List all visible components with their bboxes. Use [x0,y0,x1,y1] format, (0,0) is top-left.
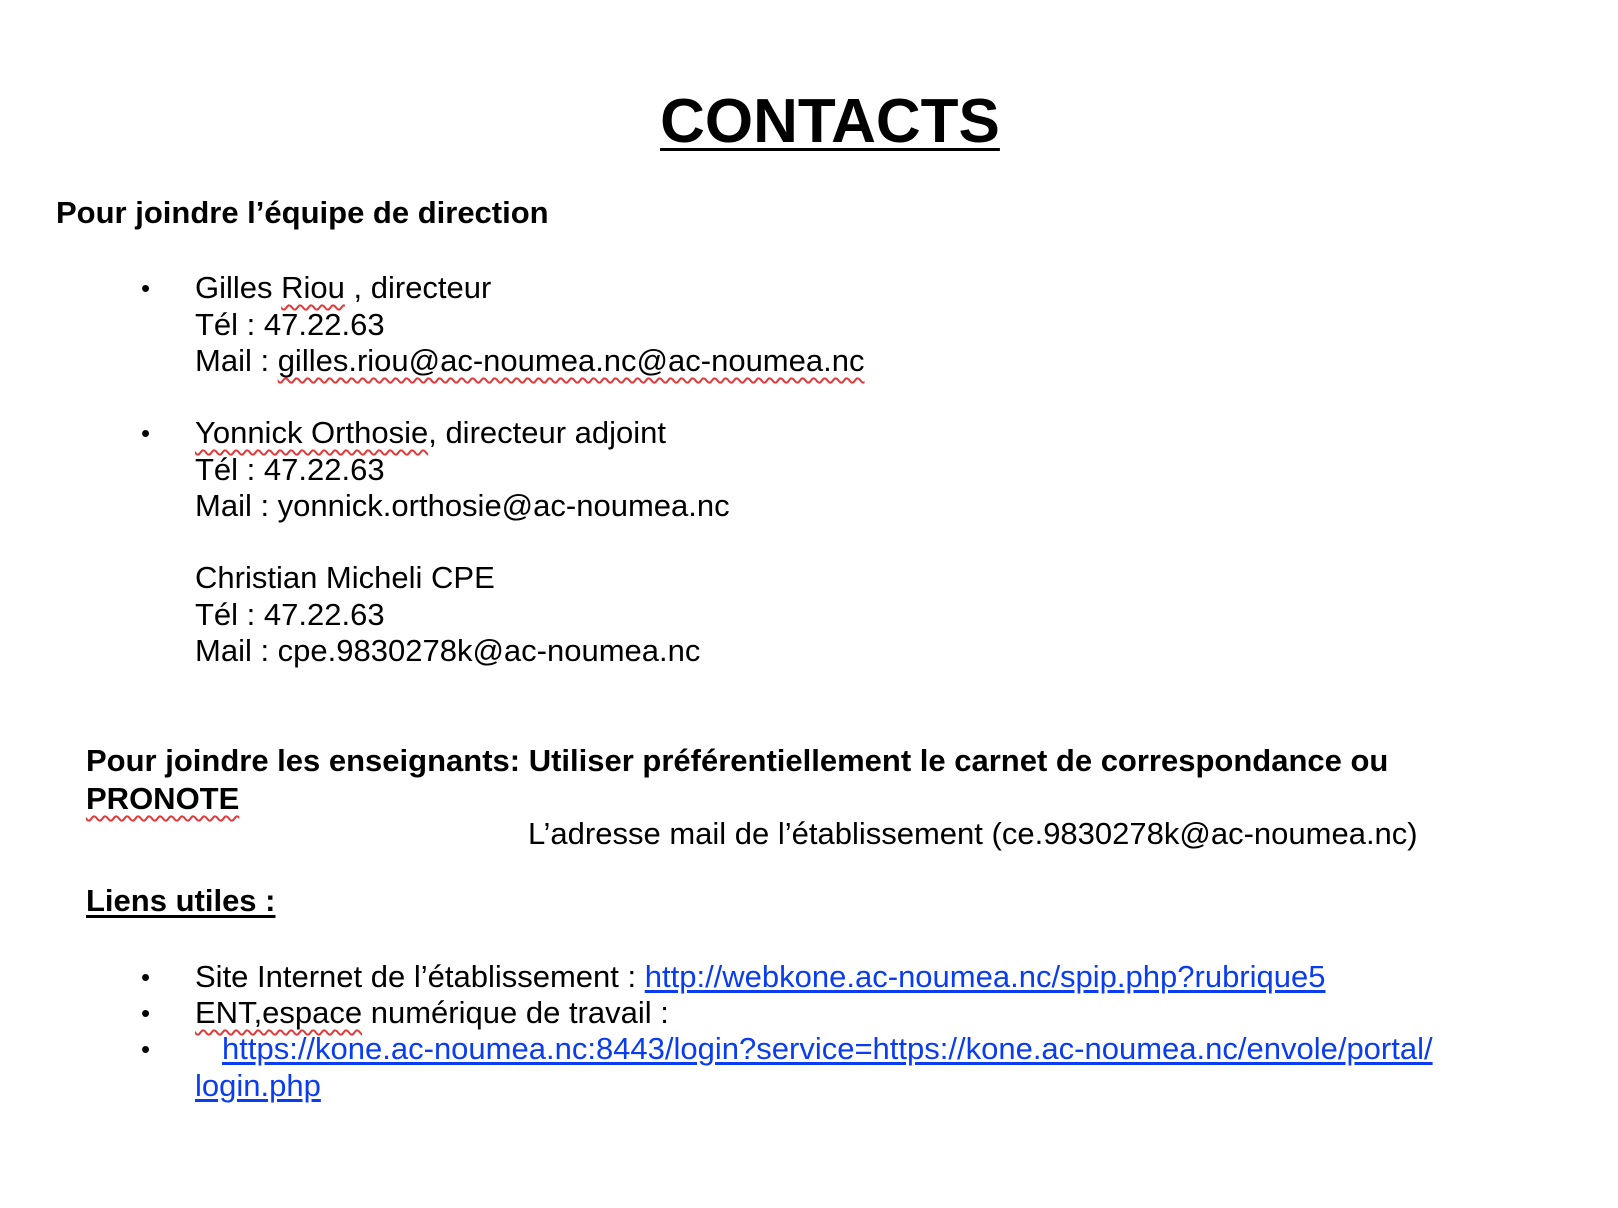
contact-name-line [195,415,730,452]
ent-link[interactable]: https://kone.ac-noumea.nc:8443/login?service=https://kone.ac-noumea.nc/envole/portal/ [222,1031,1433,1066]
contact-mail: gilles.riou@ac-noumea.nc@ac-noumea.nc [277,343,865,378]
contact-role: , directeur [344,270,492,305]
pronote-label: PRONOTE [86,781,240,816]
direction-heading: Pour joindre l’équipe de direction [56,195,549,230]
contact-cpe [195,560,700,670]
contact-tel: Tél : 47.22.63 [195,596,385,632]
contact-last-name: Riou [281,270,345,305]
bullet: • [141,998,151,1028]
link-item-ent-url [195,1031,1433,1104]
page-title: CONTACTS [660,87,1000,156]
bullet: • [141,1034,151,1064]
contact-mail-label: Mail : [195,343,278,378]
contact-name: Christian Micheli CPE [195,560,495,595]
contact-director [195,270,864,380]
website-link[interactable]: http://webkone.ac-noumea.nc/spip.php?rubrique5 [644,959,1326,994]
bullet: • [141,418,151,448]
teachers-heading [86,742,1506,818]
links-heading: Liens utiles : [86,883,276,918]
ent-abbr: ENT,espace [195,995,363,1030]
bullet: • [141,962,151,992]
ent-link-continued[interactable]: login.php [195,1067,321,1103]
contact-role: , directeur adjoint [428,415,667,450]
bullet: • [141,273,151,303]
contact-name-line [195,270,864,307]
contact-tel: Tél : 47.22.63 [195,306,385,342]
website-label: Site Internet de l’établissement : [195,959,645,994]
contact-name: Yonnick Orthosie [195,415,429,450]
school-mail: L’adresse mail de l’établissement (ce.9830278k@ac-noumea.nc) [528,816,1418,851]
contact-first-name: Gilles [195,270,273,305]
ent-label: numérique de travail : [362,995,669,1030]
link-item-website [195,959,1325,996]
link-item-ent [195,995,669,1032]
contact-mail: Mail : cpe.9830278k@ac-noumea.nc [195,633,701,668]
contact-mail-line [195,343,864,380]
teachers-heading-text: Pour joindre les enseignants: Utiliser préférentiellement le carnet de correspondance ou [86,743,1389,778]
contact-tel: Tél : 47.22.63 [195,451,385,487]
contact-deputy-director [195,415,730,525]
contact-mail: Mail : yonnick.orthosie@ac-noumea.nc [195,488,730,523]
